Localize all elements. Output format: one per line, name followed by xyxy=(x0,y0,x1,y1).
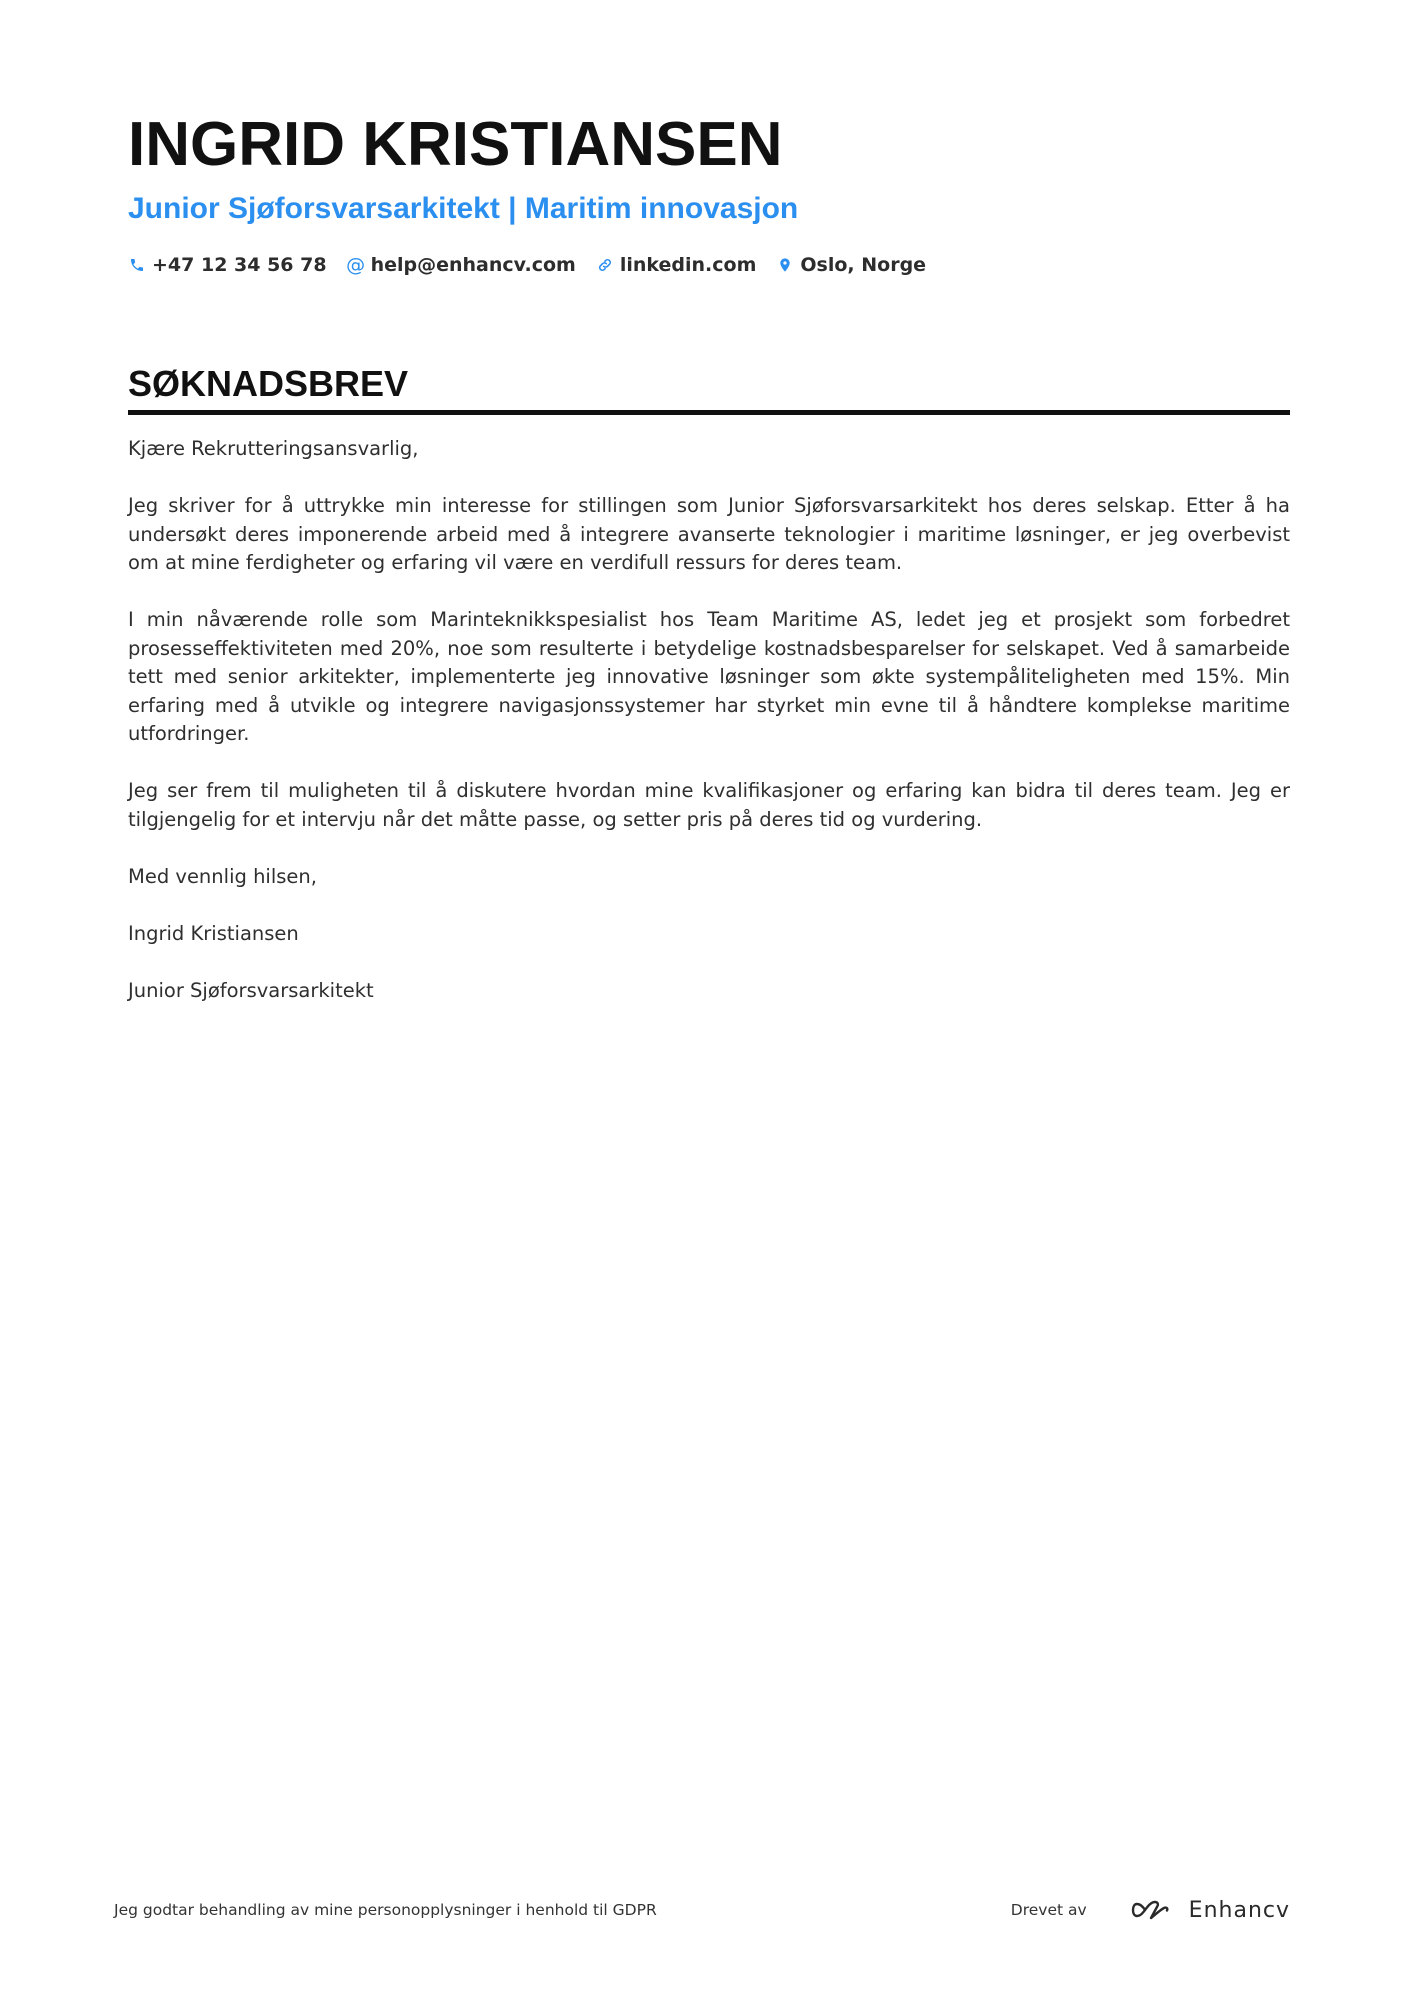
contact-phone[interactable] xyxy=(128,254,327,276)
link-icon xyxy=(596,256,614,274)
powered-by[interactable] xyxy=(1011,1897,1290,1923)
contact-linkedin[interactable] xyxy=(596,254,757,276)
email-text: help@enhancv.com xyxy=(370,254,576,276)
location-pin-icon xyxy=(776,256,794,274)
candidate-name: INGRID KRISTIANSEN xyxy=(128,110,783,179)
phone-text: +47 12 34 56 78 xyxy=(152,254,327,276)
letter-salutation: Kjære Rekrutteringsansvarlig, xyxy=(128,437,419,460)
at-icon: @ xyxy=(346,254,366,276)
contact-email[interactable] xyxy=(347,254,576,276)
location-text: Oslo, Norge xyxy=(800,254,927,276)
letter-paragraph-3: Jeg ser frem til muligheten til å diskutere hvordan mine kvalifikasjoner og erfaring kan bidra til deres team. Jeg er tilgjengelig for et intervju når det måtte passe, og setter pris på deres tid og vurdering. xyxy=(128,779,1290,831)
letter-signature-title: Junior Sjøforsvarsarkitekt xyxy=(128,978,374,1002)
brand-name: Enhancv xyxy=(1188,1897,1290,1923)
candidate-subtitle: Junior Sjøforsvarsarkitekt | Maritim innovasjon xyxy=(128,192,799,225)
gdpr-consent: Jeg godtar behandling av mine personopplysninger i henhold til GDPR xyxy=(114,1901,657,1919)
cover-letter-page xyxy=(128,110,1290,1034)
brand-logo[interactable] xyxy=(1131,1897,1290,1923)
section-divider xyxy=(128,410,1290,415)
phone-icon xyxy=(128,256,146,274)
powered-by-label: Drevet av xyxy=(1010,1901,1087,1919)
enhancv-logo-icon xyxy=(1131,1897,1177,1923)
page-footer xyxy=(114,1890,1290,1930)
contact-bar xyxy=(128,250,1290,280)
letter-closing: Med vennlig hilsen, xyxy=(128,864,317,888)
contact-location xyxy=(776,254,926,276)
letter-signature-name: Ingrid Kristiansen xyxy=(128,921,299,945)
letter-paragraph-2: I min nåværende rolle som Marinteknikkspesialist hos Team Maritime AS, ledet jeg et prosjekt som forbedret prosesseffektiviteten med 20%, noe som resulterte i betydelige kostnadsbesparelser for selskapet. Ved å samarbeide tett med senior arkitekter, implementerte jeg innovative løsninger som økte systempåliteligheten med 15%. Min erfaring med å utvikle og integrere navigasjonssystemer har styrket min evne til å håndtere komplekse maritime utfordringer. xyxy=(128,608,1290,745)
linkedin-text: linkedin.com xyxy=(619,254,757,276)
section-title: SØKNADSBREV xyxy=(128,363,409,404)
letter-body xyxy=(128,435,1290,1005)
letter-paragraph-1: Jeg skriver for å uttrykke min interesse for stillingen som Junior Sjøforsvarsarkitekt hos deres selskap. Etter å ha undersøkt deres imponerende arbeid med å integrere avanserte teknologier i maritime løsninger, er jeg overbevist om at mine ferdigheter og erfaring vil være en verdifull ressurs for deres team. xyxy=(128,494,1290,574)
